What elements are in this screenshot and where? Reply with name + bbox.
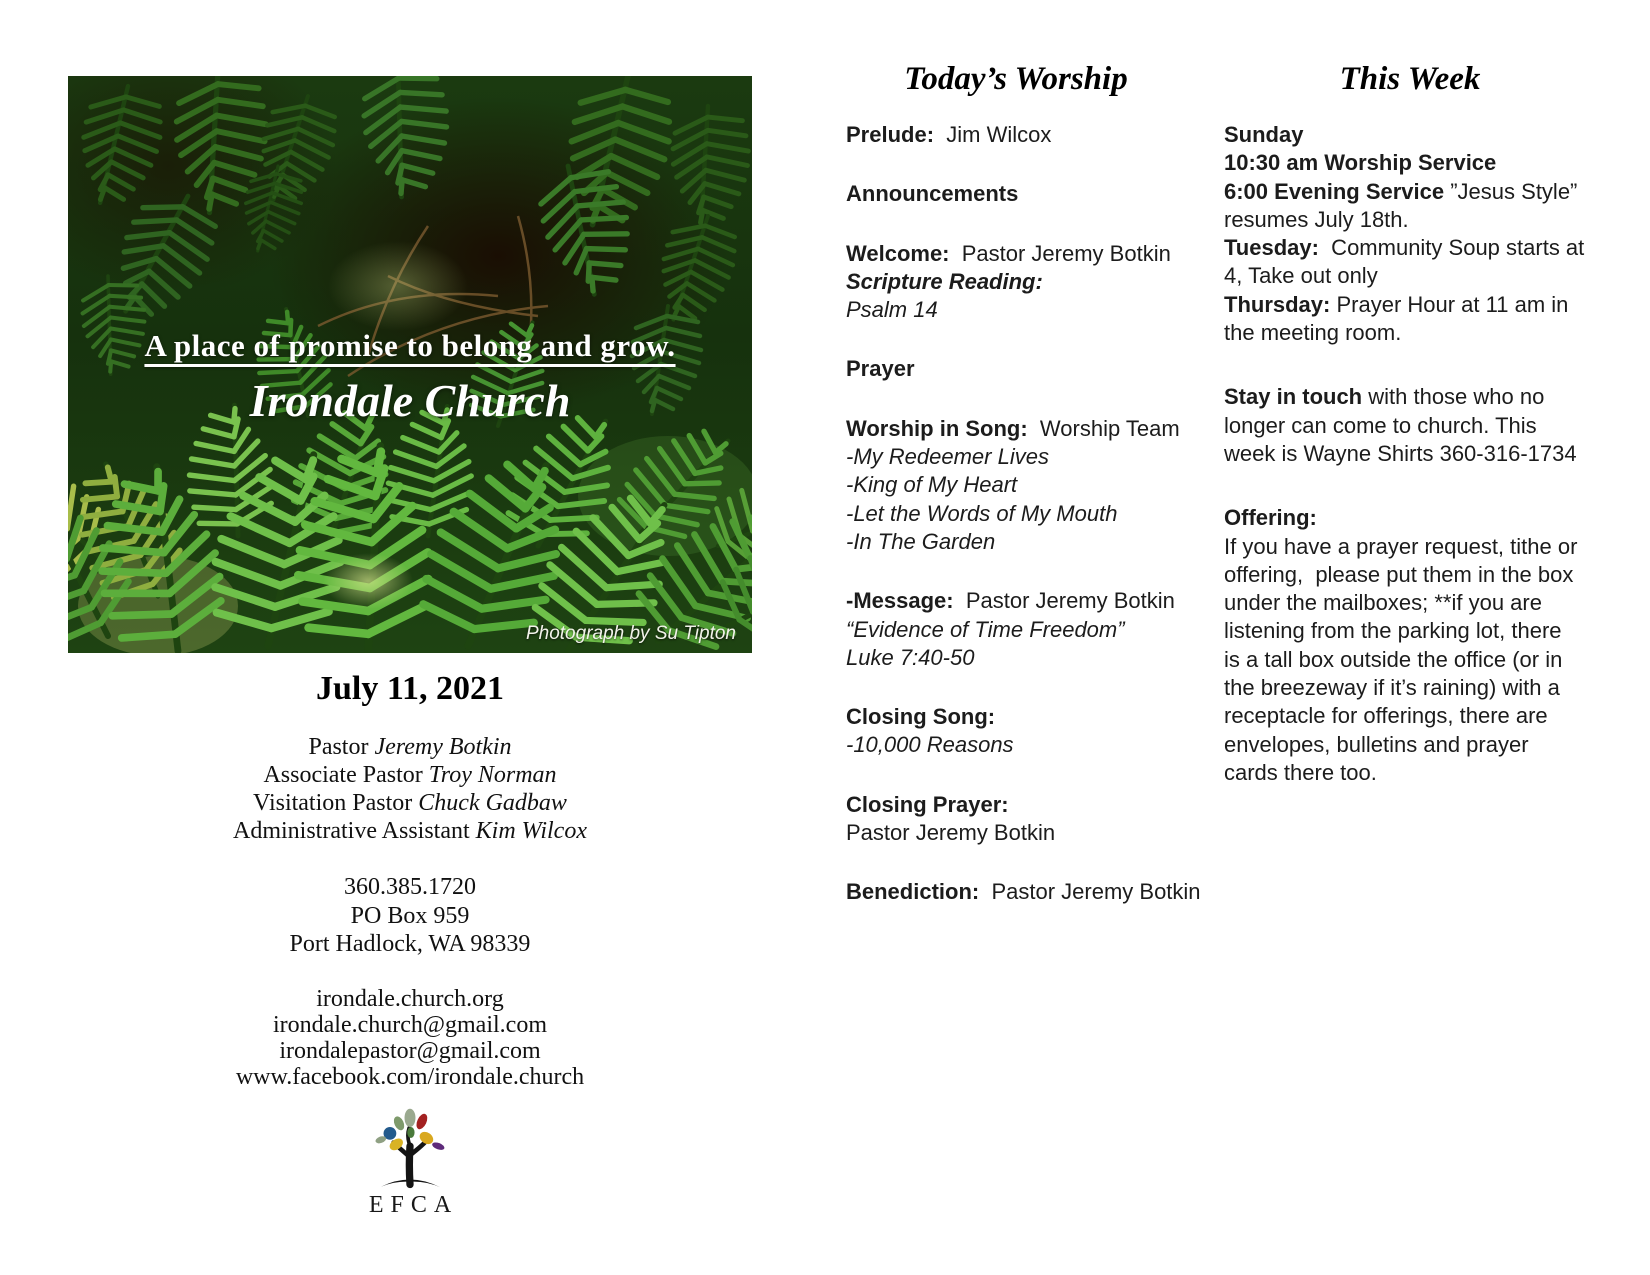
efca-label: EFCA [368, 1191, 459, 1218]
worship-line-text: “Evidence of Time Freedom” [846, 616, 1125, 642]
staff-role: Visitation Pastor [253, 790, 419, 816]
week-line-text: Community Soup starts at [1318, 235, 1585, 261]
staff-name: Troy Norman [428, 762, 557, 788]
staff-role: Administrative Assistant [233, 818, 476, 844]
worship-line [846, 587, 1186, 615]
worship-line-label: Prayer [846, 356, 915, 382]
worship-line-label: Prelude: [846, 122, 935, 147]
worship-line-text: -10,000 Reasons [846, 732, 1014, 758]
worship-line [846, 296, 1186, 324]
week-line [1224, 674, 1596, 702]
staff-name: Jeremy Botkin [374, 734, 512, 760]
week-line-text: cards there too. [1224, 759, 1377, 785]
contact-line: PO Box 959 [350, 902, 470, 929]
week-line-text: Prayer Hour at 11 am in [1330, 291, 1569, 317]
week-line-text: ”Jesus Style” [1450, 178, 1578, 204]
bulletin-date: July 11, 2021 [316, 670, 504, 707]
week-line [1224, 617, 1596, 645]
link-line: irondale.church.org [316, 985, 504, 1012]
week-line-bold: 6:00 Evening Service [1224, 178, 1451, 204]
worship-lines [846, 121, 1201, 907]
week-line-text: the meeting room. [1224, 320, 1402, 346]
week-line-text: the breezeway if it’s raining) with a [1224, 675, 1560, 701]
staff-line [68, 733, 752, 761]
worship-line [846, 528, 1186, 556]
efca-tree-icon [364, 1106, 456, 1190]
staff-name: Kim Wilcox [475, 818, 587, 844]
contact-block [68, 873, 752, 959]
staff-role: Associate Pastor [263, 762, 429, 788]
week-line-text: resumes July 18th. [1224, 206, 1409, 232]
week-line [1224, 731, 1596, 759]
week-line [1224, 262, 1596, 290]
week-line-text: envelopes, bulletins and prayer [1224, 731, 1529, 757]
week-line [1224, 319, 1596, 347]
worship-line-text: Pastor Jeremy Botkin [953, 588, 1175, 614]
week-line [1224, 759, 1596, 787]
worship-line-text: -Let the Words of My Mouth [846, 500, 1118, 526]
worship-line [846, 471, 1186, 499]
worship-line [846, 500, 1186, 528]
staff-list [68, 733, 752, 845]
worship-line-text: -My Redeemer Lives [846, 444, 1049, 470]
worship-line [846, 355, 1186, 383]
week-line-bold: Tuesday: [1224, 235, 1319, 261]
worship-line-text: Pastor Jeremy Botkin [979, 879, 1201, 905]
worship-column [846, 58, 1201, 907]
week-line-text: longer can come to church. This [1224, 412, 1537, 438]
week-title: This Week [1339, 61, 1481, 97]
link-line: www.facebook.com/irondale.church [235, 1063, 585, 1090]
worship-line-text: Worship Team [1027, 415, 1180, 441]
worship-line-label: Benediction: [846, 879, 980, 905]
week-line-bold: Thursday: [1224, 291, 1331, 317]
week-line-text: 4, Take out only [1224, 263, 1378, 289]
efca-logo [68, 1106, 752, 1219]
week-line [1224, 234, 1596, 262]
photo-credit: Photograph by Su Tipton [525, 623, 736, 644]
worship-line [846, 268, 1186, 296]
worship-line-label: Welcome: [846, 240, 950, 266]
staff-role: Pastor [308, 734, 375, 760]
worship-line [846, 703, 1186, 731]
worship-line-text: Pastor Jeremy Botkin [949, 240, 1171, 266]
week-line [1224, 702, 1596, 730]
worship-line [846, 121, 1186, 149]
week-line-text: under the mailboxes; **if you are [1224, 590, 1542, 616]
worship-line-label: Scripture Reading: [846, 268, 1043, 294]
worship-line [846, 819, 1186, 847]
cover-panel [68, 76, 752, 1219]
week-line [1224, 504, 1596, 532]
week-line-bold: Offering: [1224, 505, 1317, 531]
worship-title: Today’s Worship [904, 61, 1128, 97]
week-line-bold: Stay in touch [1224, 384, 1363, 410]
forest-photo [68, 76, 752, 653]
contact-line: Port Hadlock, WA 98339 [289, 931, 531, 957]
worship-line-label: -Message: [846, 588, 954, 614]
photo-overlay [68, 326, 752, 430]
week-line [1224, 383, 1596, 411]
worship-line [846, 415, 1186, 443]
worship-line [846, 878, 1201, 906]
week-line-text: week is Wayne Shirts 360-316-1734 [1224, 440, 1577, 466]
staff-name: Chuck Gadbaw [418, 790, 567, 816]
week-line [1224, 440, 1596, 468]
staff-line [68, 789, 752, 817]
worship-line-label: Worship in Song: [846, 415, 1028, 441]
week-line-text: If you have a prayer request, tithe or [1224, 533, 1578, 559]
week-line-text: with those who no [1362, 384, 1545, 410]
worship-line-text: -King of My Heart [846, 472, 1018, 498]
week-line [1224, 121, 1596, 149]
week-line-text: listening from the parking lot, there [1224, 618, 1562, 644]
worship-line-text: Jim Wilcox [934, 122, 1052, 147]
week-line [1224, 206, 1596, 234]
worship-line [846, 443, 1186, 471]
staff-line [68, 761, 752, 789]
links-block [68, 986, 752, 1090]
week-lines [1224, 121, 1596, 787]
church-name: Irondale Church [249, 375, 571, 426]
week-line-text: offering, please put them in the box [1224, 561, 1574, 587]
week-line-bold: 10:30 am Worship Service [1224, 150, 1497, 176]
worship-line [846, 240, 1186, 268]
worship-line [846, 644, 1186, 672]
church-tagline: A place of promise to belong and grow. [144, 328, 676, 363]
worship-line-text: Pastor Jeremy Botkin [846, 820, 1056, 846]
week-line [1224, 589, 1596, 617]
week-line-text: is a tall box outside the office (or in [1224, 646, 1563, 672]
week-line [1224, 533, 1596, 561]
week-line [1224, 178, 1596, 206]
worship-line-label: Closing Prayer: [846, 791, 1009, 817]
worship-line [846, 180, 1186, 208]
worship-line [846, 791, 1186, 819]
link-line: irondale.church@gmail.com [272, 1011, 547, 1038]
worship-line-text: -In The Garden [846, 528, 996, 554]
week-line-text: receptacle for offerings, there are [1224, 703, 1548, 729]
week-column [1224, 58, 1596, 787]
staff-line [68, 817, 752, 845]
worship-line [846, 616, 1186, 644]
link-line: irondalepastor@gmail.com [279, 1037, 541, 1064]
worship-line-text: Psalm 14 [846, 297, 938, 323]
week-line [1224, 646, 1596, 674]
contact-line: 360.385.1720 [344, 874, 476, 900]
worship-line-label: Closing Song: [846, 704, 996, 730]
week-line [1224, 291, 1596, 319]
week-line [1224, 561, 1596, 589]
worship-line-text: Luke 7:40-50 [846, 644, 975, 670]
worship-line-label: Announcements [846, 181, 1019, 207]
week-line [1224, 149, 1596, 177]
worship-line [846, 731, 1186, 759]
week-line-bold: Sunday [1224, 122, 1304, 147]
week-line [1224, 412, 1596, 440]
